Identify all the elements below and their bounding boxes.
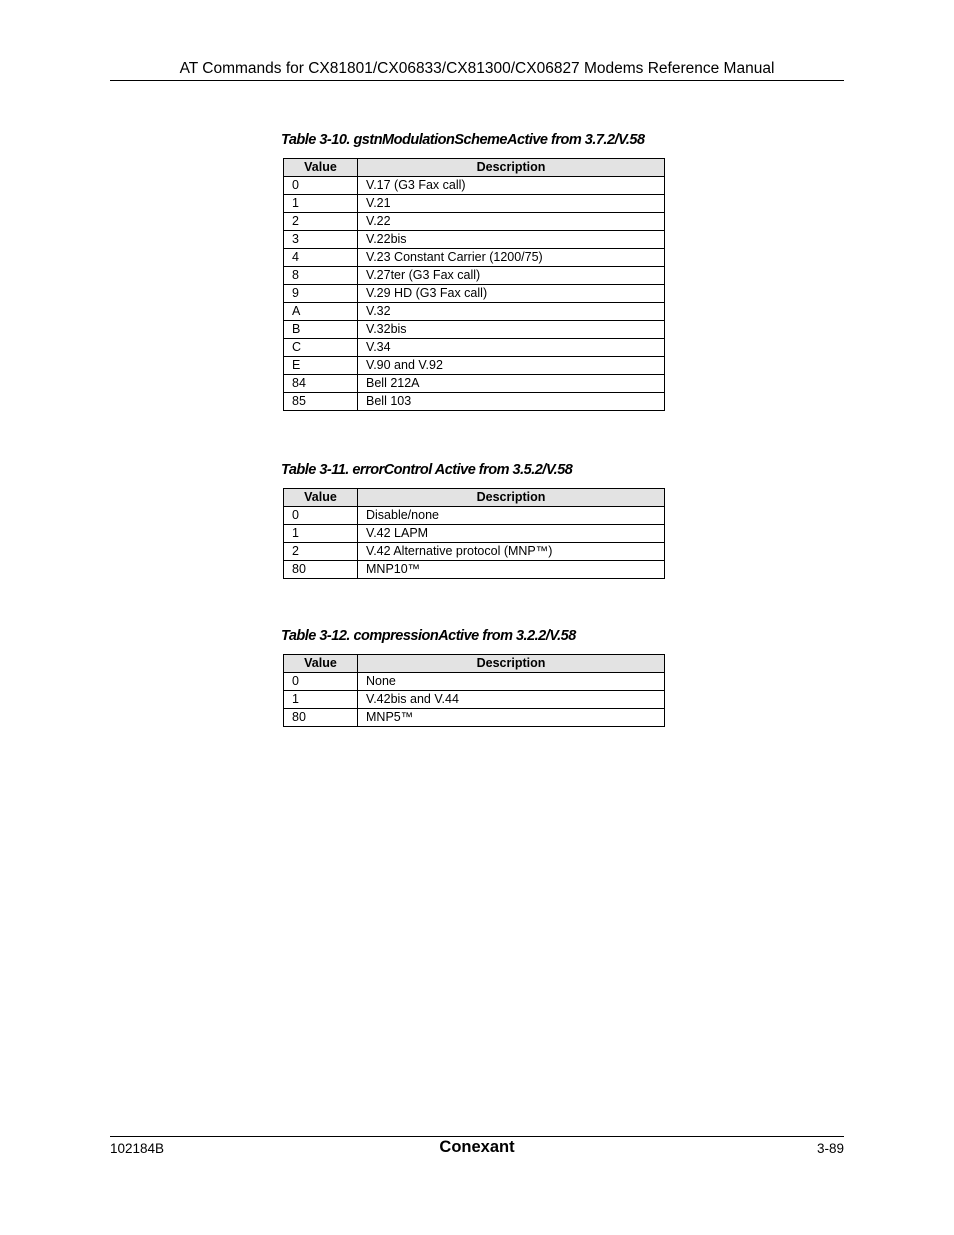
cell-description: Bell 212A [358, 375, 665, 393]
cell-value: 85 [284, 393, 358, 411]
table-row [284, 375, 665, 393]
cell-value: E [284, 357, 358, 375]
cell-description: V.17 (G3 Fax call) [358, 177, 665, 195]
cell-value: 9 [284, 285, 358, 303]
cell-value: 3 [284, 231, 358, 249]
cell-description: V.42bis and V.44 [358, 691, 665, 709]
cell-description: V.42 Alternative protocol (MNP™) [358, 543, 665, 561]
cell-description: V.22bis [358, 231, 665, 249]
cell-value: 1 [284, 525, 358, 543]
cell-description: V.27ter (G3 Fax call) [358, 267, 665, 285]
cell-description: MNP10™ [358, 561, 665, 579]
cell-value: 80 [284, 709, 358, 727]
table-row [284, 213, 665, 231]
table-row [284, 357, 665, 375]
cell-value: 0 [284, 177, 358, 195]
cell-value: A [284, 303, 358, 321]
document-number: 102184B [110, 1141, 165, 1156]
cell-description: None [358, 673, 665, 691]
cell-value: 2 [284, 543, 358, 561]
cell-description: V.21 [358, 195, 665, 213]
cell-description: V.23 Constant Carrier (1200/75) [358, 249, 665, 267]
table-row [284, 525, 665, 543]
table-row [284, 339, 665, 357]
table-row [284, 267, 665, 285]
column-header-value: Value [284, 159, 358, 177]
cell-value: 1 [284, 691, 358, 709]
cell-value: B [284, 321, 358, 339]
column-header-value: Value [284, 489, 358, 507]
table-header-row [284, 159, 665, 177]
modulation-scheme-table [283, 158, 665, 411]
table-row [284, 285, 665, 303]
error-control-table [283, 488, 665, 579]
cell-description: V.90 and V.92 [358, 357, 665, 375]
page-number: 3-89 [816, 1141, 844, 1156]
cell-description: V.29 HD (G3 Fax call) [358, 285, 665, 303]
table-row [284, 177, 665, 195]
table-caption: Table 3-11. errorControl Active from 3.5.2/V.58 [281, 462, 573, 478]
column-header-description: Description [358, 159, 665, 177]
cell-value: C [284, 339, 358, 357]
company-name: Conexant [439, 1138, 515, 1156]
header-divider [110, 80, 844, 81]
cell-description: V.32 [358, 303, 665, 321]
cell-description: V.32bis [358, 321, 665, 339]
cell-value: 0 [284, 507, 358, 525]
column-header-description: Description [358, 489, 665, 507]
table-row [284, 561, 665, 579]
table-row [284, 673, 665, 691]
table-row [284, 231, 665, 249]
table-caption: Table 3-10. gstnModulationSchemeActive from 3.7.2/V.58 [281, 132, 645, 148]
column-header-description: Description [358, 655, 665, 673]
cell-description: V.34 [358, 339, 665, 357]
table-row [284, 543, 665, 561]
cell-description: Disable/none [358, 507, 665, 525]
table-row [284, 195, 665, 213]
table-row [284, 249, 665, 267]
table-caption: Table 3-12. compressionActive from 3.2.2/V.58 [281, 628, 576, 644]
cell-description: V.22 [358, 213, 665, 231]
table-header-row [284, 655, 665, 673]
cell-value: 0 [284, 673, 358, 691]
page-header-title: AT Commands for CX81801/CX06833/CX81300/CX06827 Modems Reference Manual [179, 60, 775, 77]
table-row [284, 393, 665, 411]
column-header-value: Value [284, 655, 358, 673]
cell-value: 1 [284, 195, 358, 213]
cell-description: V.42 LAPM [358, 525, 665, 543]
table-header-row [284, 489, 665, 507]
compression-table [283, 654, 665, 727]
cell-value: 8 [284, 267, 358, 285]
table-row [284, 507, 665, 525]
cell-description: Bell 103 [358, 393, 665, 411]
cell-description: MNP5™ [358, 709, 665, 727]
table-row [284, 303, 665, 321]
cell-value: 80 [284, 561, 358, 579]
cell-value: 84 [284, 375, 358, 393]
table-row [284, 691, 665, 709]
cell-value: 4 [284, 249, 358, 267]
table-row [284, 321, 665, 339]
cell-value: 2 [284, 213, 358, 231]
table-row [284, 709, 665, 727]
